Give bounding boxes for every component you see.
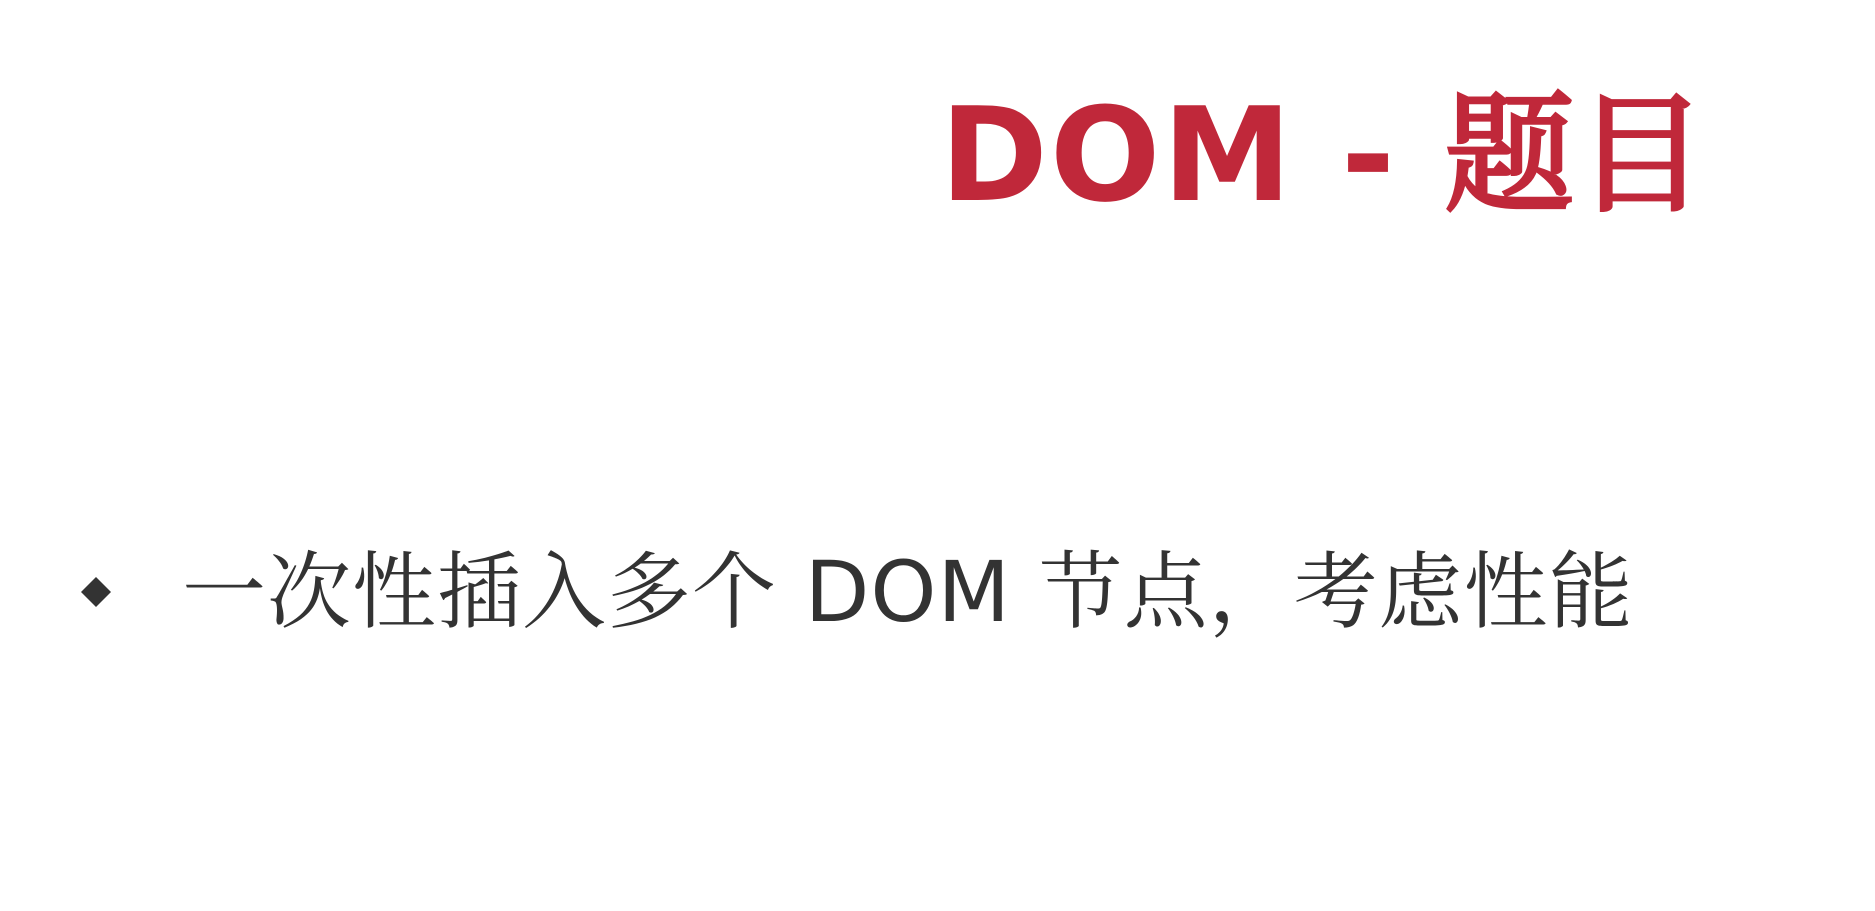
diamond-bullet-icon [80, 576, 112, 608]
bullet-item [80, 532, 1634, 652]
slide-title: DOM - 题目 [940, 79, 1709, 231]
bullet-text: 一次性插入多个 DOM 节点，考虑性能 [182, 543, 1634, 641]
